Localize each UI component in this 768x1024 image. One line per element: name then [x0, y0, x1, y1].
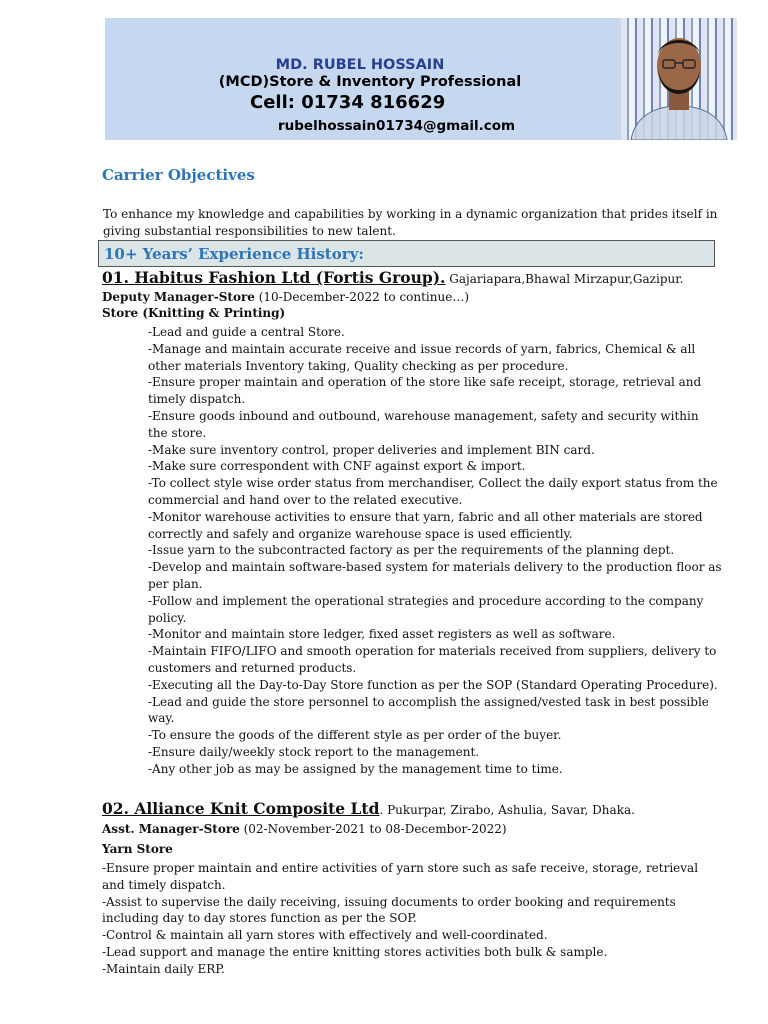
duty-item: -Ensure goods inbound and outbound, warehouse management, safety and security within the store.: [148, 408, 699, 440]
duty-item: -Issue yarn to the subcontracted factory as per the requirements of the planning dept.: [148, 543, 675, 558]
experience-heading-box: [98, 240, 715, 267]
job-1-duties: [148, 324, 722, 778]
job-1-department: Store (Knitting & Printing): [102, 306, 286, 320]
duty-item: -Assist to supervise the daily receiving, issuing documents to order booking and requirements including day to day stores function as per the SOP.: [102, 894, 676, 926]
objective-text: To enhance my knowledge and capabilities by working in a dynamic organization that prides itself in giving substantial responsibilities to new talent.: [103, 207, 718, 238]
job-2-company: [102, 799, 635, 818]
job-1-company: [102, 268, 683, 287]
duty-item: -Control & maintain all yarn stores with effectively and well-coordinated.: [102, 928, 548, 943]
job-1-location: Gajariapara,Bhawal Mirzapur,Gazipur.: [445, 272, 684, 286]
duty-item: -Maintain daily ERP.: [102, 961, 225, 976]
duty-item: -Manage and maintain accurate receive and issue records of yarn, fabrics, Chemical & all other materials Inventory taking, Quality checking as per procedure.: [148, 341, 696, 373]
profile-photo: [621, 18, 737, 140]
candidate-name: MD. RUBEL HOSSAIN: [275, 57, 445, 73]
job-1-position: [102, 290, 469, 304]
candidate-phone: Cell: 01734 816629: [250, 92, 446, 113]
duty-item: -Make sure inventory control, proper deliveries and implement BIN card.: [148, 442, 595, 457]
duty-item: -To collect style wise order status from merchandiser, Collect the daily export status from the commercial and hand over to the related executive.: [148, 476, 718, 507]
duty-item: -Lead and guide a central Store.: [148, 325, 345, 339]
job-2-duties: [102, 860, 722, 978]
duty-item: -Develop and maintain software-based system for materials delivery to the production floor as per plan.: [148, 560, 722, 591]
job-1-title: Deputy Manager-Store: [102, 290, 255, 304]
objective-heading: Carrier Objectives: [102, 166, 255, 184]
job-2-title: Asst. Manager-Store: [102, 822, 240, 836]
job-2-period: (02-November-2021 to 08-Decembor-2022): [239, 822, 507, 836]
duty-item: -Make sure correspondent with CNF against export & import.: [148, 459, 526, 474]
duty-item: -Maintain FIFO/LIFO and smooth operation for materials received from suppliers, delivery to customers and returned products.: [148, 644, 717, 675]
job-1-period: (10-December-2022 to continue…): [254, 290, 470, 304]
duty-item: -Executing all the Day-to-Day Store function as per the SOP (Standard Operating Procedure).: [148, 677, 718, 692]
duty-item: -Ensure proper maintain and operation of the store like safe receipt, storage, retrieval and timely dispatch.: [148, 375, 702, 407]
job-2-department: Yarn Store: [102, 842, 173, 856]
duty-item: -Follow and implement the operational strategies and procedure according to the company policy.: [148, 593, 704, 625]
job-2-position: [102, 822, 507, 836]
duty-item: -Ensure daily/weekly stock report to the management.: [148, 744, 480, 759]
duty-item: -To ensure the goods of the different style as per order of the buyer.: [148, 728, 562, 743]
candidate-email: rubelhossain01734@gmail.com: [278, 118, 516, 134]
duty-item: -Ensure proper maintain and entire activities of yarn store such as safe receive, storage, retrieval and timely dispatch.: [102, 861, 699, 892]
duty-item: -Any other job as may be assigned by the management time to time.: [148, 761, 563, 776]
job-2-company-name: 02. Alliance Knit Composite Ltd: [102, 799, 380, 818]
experience-heading: 10+ Years’ Experience History:: [104, 245, 364, 263]
resume-header: [105, 18, 737, 140]
duty-item: -Lead support and manage the entire knitting stores activities both bulk & sample.: [102, 944, 608, 959]
duty-item: -Monitor and maintain store ledger, fixed asset registers as well as software.: [148, 627, 616, 642]
job-1-company-name: 01. Habitus Fashion Ltd (Fortis Group).: [102, 268, 446, 287]
job-2-location: . Pukurpar, Zirabo, Ashulia, Savar, Dhaka.: [379, 803, 635, 817]
candidate-role: (MCD)Store & Inventory Professional: [218, 74, 522, 90]
duty-item: -Monitor warehouse activities to ensure that yarn, fabric and all other materials are stored correctly and safely and organize warehouse space is used efficiently.: [148, 509, 703, 541]
duty-item: -Lead and guide the store personnel to accomplish the assigned/vested task in best possible way.: [148, 694, 709, 726]
